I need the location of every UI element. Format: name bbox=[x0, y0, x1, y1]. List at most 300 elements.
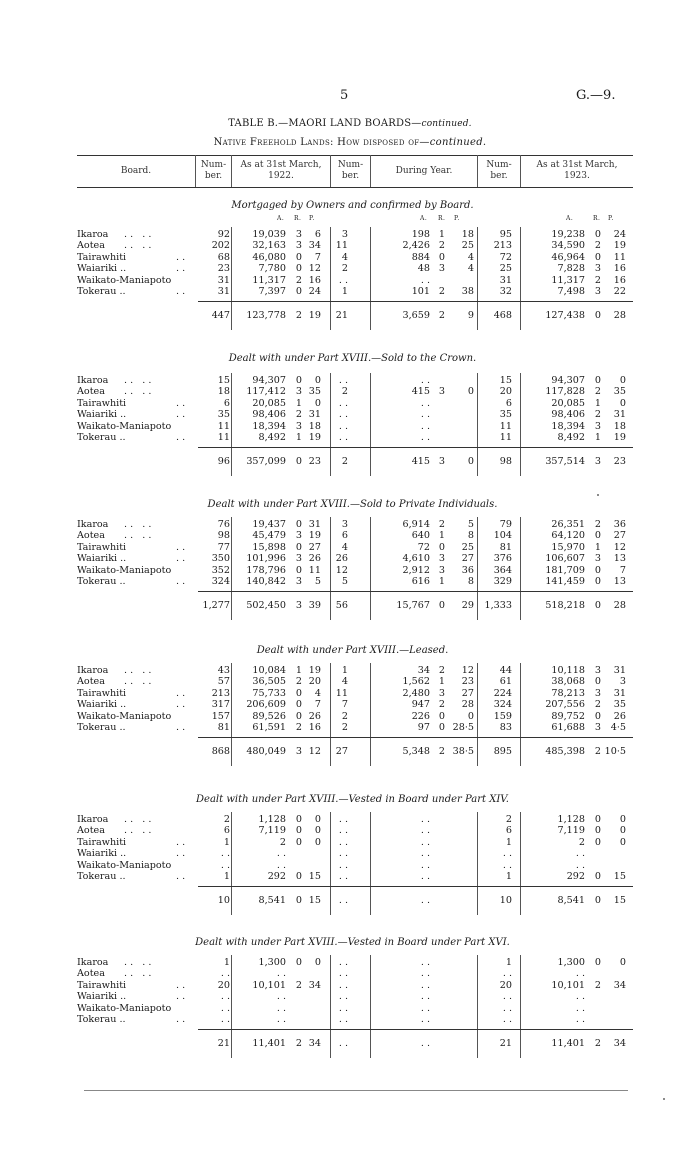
table-row bbox=[0, 542, 700, 553]
leader-dots: . . bbox=[176, 836, 186, 848]
total-p2: 38·5 bbox=[452, 746, 474, 758]
cell-a1: 178,796 bbox=[246, 564, 286, 576]
cell-a3: . . bbox=[575, 1014, 585, 1025]
cell-n3: 44 bbox=[499, 665, 512, 676]
cell-a3: 7,498 bbox=[557, 286, 585, 297]
leader-dots: . . bbox=[176, 263, 186, 275]
total-r2: 2 bbox=[438, 746, 445, 758]
table-title bbox=[0, 118, 700, 129]
header-number-1923: Num- ber. bbox=[486, 160, 512, 181]
table-row bbox=[0, 252, 700, 263]
cell-n3: 32 bbox=[499, 286, 512, 297]
cell-a2: 2,912 bbox=[402, 564, 430, 576]
board-name: Waikato-Maniapoto bbox=[77, 564, 172, 576]
cell-a3: 141,459 bbox=[545, 576, 585, 587]
cell-n2: . . bbox=[338, 979, 348, 991]
cell-r1: 0 bbox=[295, 375, 302, 386]
cell-r3: 3 bbox=[594, 722, 601, 733]
cell-r3: 1 bbox=[594, 432, 601, 443]
cell-a1: 1,300 bbox=[258, 957, 286, 968]
total-a2: 3,659 bbox=[402, 310, 430, 322]
leader-dots: . . . . bbox=[124, 814, 152, 825]
cell-a2: . . bbox=[420, 420, 430, 432]
cell-a2: . . bbox=[420, 968, 430, 980]
cell-n3: 35 bbox=[499, 409, 512, 421]
total-r1: 0 bbox=[295, 895, 302, 907]
table-row bbox=[0, 432, 700, 443]
print-speck bbox=[663, 1098, 665, 1100]
table-row bbox=[0, 553, 700, 564]
total-n3: 895 bbox=[493, 746, 512, 758]
table-row bbox=[0, 688, 700, 699]
cell-n1: 98 bbox=[217, 530, 230, 542]
leader-dots: . . . . bbox=[124, 825, 152, 837]
cell-a3: 46,964 bbox=[551, 251, 585, 263]
cell-r2: 1 bbox=[438, 676, 445, 688]
cell-a2: . . bbox=[420, 274, 430, 286]
cell-n1: 77 bbox=[217, 541, 230, 553]
total-n2: . . bbox=[338, 1038, 348, 1050]
cell-n2: . . bbox=[338, 859, 348, 871]
total-r3: 0 bbox=[594, 895, 601, 907]
cell-r2: 0 bbox=[438, 722, 445, 733]
header-during-year: During Year. bbox=[395, 166, 453, 176]
cell-n3: . . bbox=[502, 991, 512, 1003]
cell-p2: 5 bbox=[467, 519, 474, 530]
cell-p2: 0 bbox=[467, 710, 474, 722]
cell-a2: 947 bbox=[411, 699, 430, 711]
cell-p3: 24 bbox=[613, 229, 626, 240]
cell-r3: 3 bbox=[594, 687, 601, 699]
cell-a3: 61,688 bbox=[551, 722, 585, 733]
table-row bbox=[0, 871, 700, 882]
cell-r3: 0 bbox=[594, 564, 601, 576]
cell-r3: 0 bbox=[594, 375, 601, 386]
cell-n3: 11 bbox=[499, 420, 512, 432]
cell-r2: 0 bbox=[438, 251, 445, 263]
cell-n2: 7 bbox=[341, 699, 348, 711]
total-r3: 2 bbox=[594, 746, 601, 758]
board-name: Ikaroa bbox=[77, 957, 109, 968]
board-name: Tokerau .. bbox=[77, 722, 126, 733]
cell-a2: 640 bbox=[411, 530, 430, 542]
board-name: Waikato-Maniapoto bbox=[77, 710, 172, 722]
cell-n1: . . bbox=[220, 859, 230, 871]
total-n3: 1,333 bbox=[484, 600, 512, 612]
unit-acres: A. bbox=[277, 215, 285, 222]
cell-a2: 72 bbox=[417, 541, 430, 553]
cell-a3: 1,300 bbox=[557, 957, 585, 968]
cell-p1: 7 bbox=[314, 251, 321, 263]
total-a2: 5,348 bbox=[402, 746, 430, 758]
cell-a3: 38,068 bbox=[551, 676, 585, 688]
leader-dots: . . . . bbox=[124, 530, 152, 542]
leader-dots: . . bbox=[176, 541, 186, 553]
total-n1: 21 bbox=[217, 1038, 230, 1050]
cell-p3: 15 bbox=[613, 871, 626, 882]
section-heading: Dealt with under Part XVIII.—Vested in Board under Part XVI. bbox=[195, 937, 510, 948]
cell-n1: 157 bbox=[211, 710, 230, 722]
total-n1: 96 bbox=[217, 456, 230, 468]
board-name: Aotea bbox=[77, 530, 105, 542]
cell-r3: 0 bbox=[594, 814, 601, 825]
leader-dots: . . bbox=[176, 576, 186, 587]
cell-p3: 27 bbox=[613, 530, 626, 542]
board-name: Waiariki .. bbox=[77, 848, 127, 860]
cell-p2: 28·5 bbox=[452, 722, 474, 733]
total-p2: 29 bbox=[461, 600, 474, 612]
cell-p3: 26 bbox=[613, 710, 626, 722]
cell-r1: 0 bbox=[295, 687, 302, 699]
cell-p1: 34 bbox=[308, 979, 321, 991]
section-heading: Dealt with under Part XVIII.—Leased. bbox=[256, 645, 449, 656]
cell-a2: . . bbox=[420, 836, 430, 848]
cell-a1: 19,039 bbox=[252, 229, 286, 240]
cell-n1: 2 bbox=[223, 814, 230, 825]
cell-n1: 81 bbox=[217, 722, 230, 733]
cell-n2: 3 bbox=[341, 229, 348, 240]
cell-n2: 1 bbox=[341, 286, 348, 297]
cell-r2: 3 bbox=[438, 687, 445, 699]
total-a2: . . bbox=[420, 1038, 430, 1050]
cell-r1: 2 bbox=[295, 676, 302, 688]
total-a2: 415 bbox=[411, 456, 430, 468]
cell-a1: 2 bbox=[279, 836, 286, 848]
cell-a1: 36,505 bbox=[252, 676, 286, 688]
cell-r3: 3 bbox=[594, 286, 601, 297]
cell-a3: 26,351 bbox=[551, 519, 585, 530]
cell-p2: 23 bbox=[461, 676, 474, 688]
cell-n1: 213 bbox=[211, 687, 230, 699]
cell-n2: 4 bbox=[341, 541, 348, 553]
total-p1: 23 bbox=[308, 456, 321, 468]
cell-a1: . . bbox=[276, 859, 286, 871]
cell-r1: 0 bbox=[295, 541, 302, 553]
cell-p2: 25 bbox=[461, 240, 474, 252]
cell-n2: . . bbox=[338, 397, 348, 409]
cell-a2: 97 bbox=[417, 722, 430, 733]
cell-n3: . . bbox=[502, 968, 512, 980]
cell-p2: 8 bbox=[467, 530, 474, 542]
section-heading: Dealt with under Part XVIII.—Sold to Private Individuals. bbox=[207, 499, 498, 510]
cell-a2: . . bbox=[420, 871, 430, 882]
cell-r3: 2 bbox=[594, 409, 601, 421]
board-name: Aotea bbox=[77, 676, 105, 688]
cell-n3: 72 bbox=[499, 251, 512, 263]
cell-a2: 415 bbox=[411, 386, 430, 398]
board-name: Aotea bbox=[77, 240, 105, 252]
board-name: Waiariki .. bbox=[77, 553, 127, 565]
print-speck bbox=[597, 494, 599, 496]
table-row bbox=[0, 814, 700, 825]
cell-a2: 6,914 bbox=[402, 519, 430, 530]
total-a2: . . bbox=[420, 895, 430, 907]
header-bottom-rule bbox=[77, 187, 633, 188]
cell-n2: . . bbox=[338, 375, 348, 386]
cell-n3: 6 bbox=[505, 397, 512, 409]
total-n1: 10 bbox=[217, 895, 230, 907]
cell-n2: . . bbox=[338, 409, 348, 421]
total-rule bbox=[198, 591, 633, 592]
cell-a1: 89,526 bbox=[252, 710, 286, 722]
table-title-main: TABLE B.—MAORI LAND BOARDS— bbox=[228, 118, 422, 129]
cell-n3: 213 bbox=[493, 240, 512, 252]
cell-r3: 0 bbox=[594, 251, 601, 263]
cell-r1: 3 bbox=[295, 553, 302, 565]
total-n3: 10 bbox=[499, 895, 512, 907]
cell-p3: 16 bbox=[613, 263, 626, 275]
total-p3: 15 bbox=[613, 895, 626, 907]
cell-n1: 350 bbox=[211, 553, 230, 565]
cell-a1: 10,084 bbox=[252, 665, 286, 676]
cell-p1: 26 bbox=[308, 553, 321, 565]
board-name: Tairawhiti bbox=[77, 979, 127, 991]
board-name: Aotea bbox=[77, 825, 105, 837]
leader-dots: . . bbox=[176, 699, 186, 711]
total-r2: 2 bbox=[438, 310, 445, 322]
total-a3: 8,541 bbox=[557, 895, 585, 907]
cell-r1: 3 bbox=[295, 386, 302, 398]
cell-p3: 11 bbox=[613, 251, 626, 263]
total-a1: 8,541 bbox=[258, 895, 286, 907]
board-name: Aotea bbox=[77, 968, 105, 980]
cell-n2: . . bbox=[338, 432, 348, 443]
leader-dots: . . bbox=[176, 553, 186, 565]
total-a3: 127,438 bbox=[545, 310, 585, 322]
board-name: Tokerau .. bbox=[77, 871, 126, 882]
cell-p3: 34 bbox=[613, 979, 626, 991]
leader-dots: . . . . bbox=[124, 968, 152, 980]
cell-n1: 23 bbox=[217, 263, 230, 275]
unit-roods: R. bbox=[438, 215, 446, 222]
board-name: Tokerau .. bbox=[77, 576, 126, 587]
cell-r2: 3 bbox=[438, 564, 445, 576]
cell-a1: 45,479 bbox=[252, 530, 286, 542]
cell-a3: 7,119 bbox=[557, 825, 585, 837]
cell-a1: 20,085 bbox=[252, 397, 286, 409]
cell-a1: 32,163 bbox=[252, 240, 286, 252]
total-r1: 0 bbox=[295, 456, 302, 468]
total-a3: 357,514 bbox=[545, 456, 585, 468]
cell-r2: 3 bbox=[438, 263, 445, 275]
cell-p1: 0 bbox=[314, 957, 321, 968]
cell-a1: . . bbox=[276, 991, 286, 1003]
cell-r3: 0 bbox=[594, 710, 601, 722]
cell-r1: 3 bbox=[295, 576, 302, 587]
cell-n3: 61 bbox=[499, 676, 512, 688]
cell-a2: . . bbox=[420, 814, 430, 825]
table-row bbox=[0, 860, 700, 871]
cell-a1: 292 bbox=[267, 871, 286, 882]
cell-n3: . . bbox=[502, 1002, 512, 1014]
cell-p3: 0 bbox=[619, 814, 626, 825]
total-n3: 98 bbox=[499, 456, 512, 468]
cell-a1: 1,128 bbox=[258, 814, 286, 825]
cell-p3: 36 bbox=[613, 519, 626, 530]
cell-r2: 2 bbox=[438, 286, 445, 297]
table-row bbox=[0, 229, 700, 240]
cell-r3: 2 bbox=[594, 240, 601, 252]
total-row bbox=[0, 895, 700, 906]
cell-n2: . . bbox=[338, 1014, 348, 1025]
table-row bbox=[0, 519, 700, 530]
cell-r3: 0 bbox=[594, 229, 601, 240]
cell-n1: 1 bbox=[223, 957, 230, 968]
total-a1: 11,401 bbox=[252, 1038, 286, 1050]
cell-n1: 1 bbox=[223, 836, 230, 848]
cell-n2: . . bbox=[338, 420, 348, 432]
cell-p3: 35 bbox=[613, 386, 626, 398]
cell-n2: . . bbox=[338, 836, 348, 848]
cell-r2: 3 bbox=[438, 553, 445, 565]
cell-p2: 4 bbox=[467, 251, 474, 263]
cell-a2: . . bbox=[420, 848, 430, 860]
board-name: Ikaroa bbox=[77, 375, 109, 386]
total-rule bbox=[198, 886, 633, 887]
total-n2: . . bbox=[338, 895, 348, 907]
cell-a3: . . bbox=[575, 1002, 585, 1014]
cell-p1: 0 bbox=[314, 814, 321, 825]
cell-n1: 43 bbox=[217, 665, 230, 676]
cell-p1: 6 bbox=[314, 229, 321, 240]
cell-p3: 13 bbox=[613, 553, 626, 565]
total-r3: 0 bbox=[594, 600, 601, 612]
table-row bbox=[0, 991, 700, 1002]
table-row bbox=[0, 565, 700, 576]
cell-n1: 1 bbox=[223, 871, 230, 882]
total-p1: 19 bbox=[308, 310, 321, 322]
cell-n2: . . bbox=[338, 968, 348, 980]
section-heading: Mortgaged by Owners and confirmed by Board. bbox=[231, 200, 474, 211]
cell-p3: 0 bbox=[619, 397, 626, 409]
cell-n2: 2 bbox=[341, 722, 348, 733]
cell-r3: 2 bbox=[594, 979, 601, 991]
leader-dots: . . bbox=[176, 979, 186, 991]
cell-a2: 1,562 bbox=[402, 676, 430, 688]
cell-r2: 2 bbox=[438, 240, 445, 252]
cell-n1: 6 bbox=[223, 825, 230, 837]
cell-n3: 20 bbox=[499, 979, 512, 991]
leader-dots: . . . . bbox=[124, 375, 152, 386]
cell-p1: 4 bbox=[314, 687, 321, 699]
cell-a1: . . bbox=[276, 968, 286, 980]
cell-a3: 7,828 bbox=[557, 263, 585, 275]
page-reference: G.—9. bbox=[576, 88, 616, 103]
leader-dots: . . bbox=[176, 687, 186, 699]
cell-r1: 2 bbox=[295, 722, 302, 733]
cell-r3: 0 bbox=[594, 957, 601, 968]
total-r1: 3 bbox=[295, 746, 302, 758]
cell-p3: 4·5 bbox=[610, 722, 626, 733]
cell-a1: 140,842 bbox=[246, 576, 286, 587]
total-n2: 56 bbox=[335, 600, 348, 612]
cell-a2: 34 bbox=[417, 665, 430, 676]
cell-n2: . . bbox=[338, 814, 348, 825]
cell-a1: 117,412 bbox=[246, 386, 286, 398]
cell-a1: 94,307 bbox=[252, 375, 286, 386]
cell-n1: 20 bbox=[217, 979, 230, 991]
cell-r3: 0 bbox=[594, 871, 601, 882]
cell-n1: 324 bbox=[211, 576, 230, 587]
leader-dots: . . . . bbox=[124, 229, 152, 240]
total-rule bbox=[198, 1029, 633, 1030]
cell-a3: . . bbox=[575, 968, 585, 980]
cell-n1: 31 bbox=[217, 286, 230, 297]
cell-p1: 19 bbox=[308, 665, 321, 676]
board-name: Tokerau .. bbox=[77, 286, 126, 297]
cell-a2: . . bbox=[420, 859, 430, 871]
table-row bbox=[0, 957, 700, 968]
cell-a3: 207,556 bbox=[545, 699, 585, 711]
total-a3: 485,398 bbox=[545, 746, 585, 758]
cell-n3: 79 bbox=[499, 519, 512, 530]
table-row bbox=[0, 375, 700, 386]
leader-dots: . . . . bbox=[124, 519, 152, 530]
cell-a2: 101 bbox=[411, 286, 430, 297]
cell-p3: 31 bbox=[613, 665, 626, 676]
cell-r3: 3 bbox=[594, 553, 601, 565]
total-n1: 868 bbox=[211, 746, 230, 758]
cell-a2: 226 bbox=[411, 710, 430, 722]
total-a1: 123,778 bbox=[246, 310, 286, 322]
cell-p1: 16 bbox=[308, 722, 321, 733]
cell-n2: . . bbox=[338, 1002, 348, 1014]
total-p1: 39 bbox=[308, 600, 321, 612]
cell-r1: 3 bbox=[295, 229, 302, 240]
cell-p3: 31 bbox=[613, 409, 626, 421]
board-name: Tairawhiti bbox=[77, 541, 127, 553]
cell-a1: 18,394 bbox=[252, 420, 286, 432]
board-name: Tairawhiti bbox=[77, 397, 127, 409]
total-a1: 357,099 bbox=[246, 456, 286, 468]
cell-n1: 18 bbox=[217, 386, 230, 398]
cell-r2: 1 bbox=[438, 229, 445, 240]
header-march-1923: As at 31st March, 1923. bbox=[536, 160, 618, 181]
cell-a3: 94,307 bbox=[551, 375, 585, 386]
cell-n3: 2 bbox=[505, 814, 512, 825]
cell-r2: 3 bbox=[438, 386, 445, 398]
cell-p3: 12 bbox=[613, 541, 626, 553]
total-r2: 3 bbox=[438, 456, 445, 468]
cell-a1: 10,101 bbox=[252, 979, 286, 991]
cell-r1: 0 bbox=[295, 286, 302, 297]
cell-a1: 101,996 bbox=[246, 553, 286, 565]
board-name: Waiariki .. bbox=[77, 263, 127, 275]
section-heading: Dealt with under Part XVIII.—Vested in Board under Part XIV. bbox=[196, 794, 509, 805]
leader-dots: . . bbox=[176, 397, 186, 409]
board-name: Tokerau .. bbox=[77, 432, 126, 443]
cell-n1: . . bbox=[220, 848, 230, 860]
cell-n3: 11 bbox=[499, 432, 512, 443]
cell-r1: 1 bbox=[295, 432, 302, 443]
total-p3: 10·5 bbox=[604, 746, 626, 758]
total-r2: 0 bbox=[438, 600, 445, 612]
cell-p2: 38 bbox=[461, 286, 474, 297]
total-n3: 21 bbox=[499, 1038, 512, 1050]
cell-n3: 159 bbox=[493, 710, 512, 722]
cell-a1: 19,437 bbox=[252, 519, 286, 530]
cell-n2: 6 bbox=[341, 530, 348, 542]
cell-a1: . . bbox=[276, 1002, 286, 1014]
cell-r3: 2 bbox=[594, 274, 601, 286]
page-number: 5 bbox=[340, 88, 349, 103]
total-p3: 23 bbox=[613, 456, 626, 468]
board-name: Waiariki .. bbox=[77, 409, 127, 421]
table-title-cont: continued. bbox=[421, 119, 472, 129]
cell-p1: 7 bbox=[314, 699, 321, 711]
cell-a3: 10,118 bbox=[551, 665, 585, 676]
cell-n3: . . bbox=[502, 848, 512, 860]
